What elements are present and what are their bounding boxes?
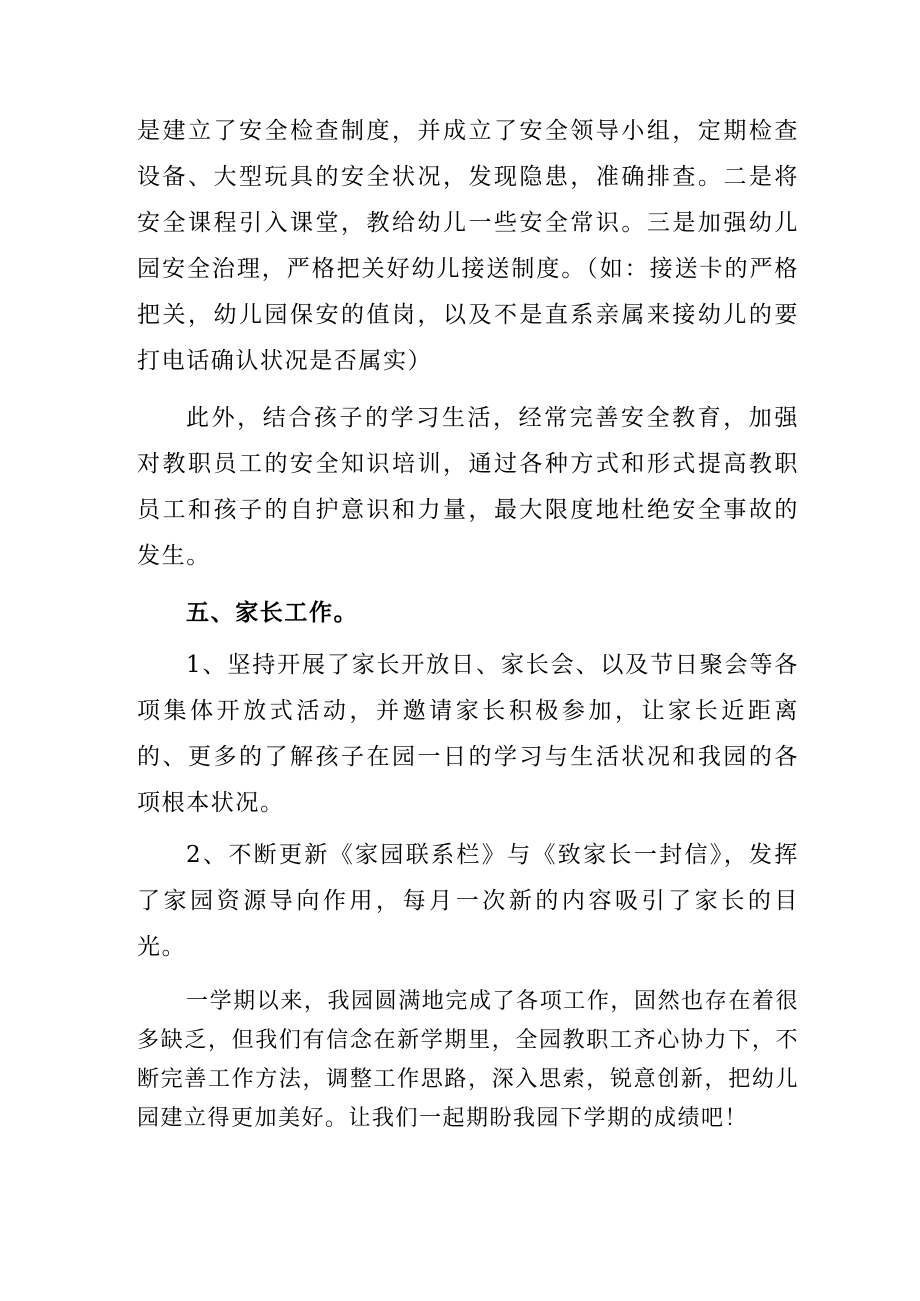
paragraph-safety-education: 此外，结合孩子的学习生活，经常完善安全教育，加强对教职员工的安全知识培训，通过各种方式和形式提高教职员工和孩子的自护意识和力量，最大限度地杜绝安全事故的发生。 bbox=[137, 405, 799, 569]
list-item-parent-2: 2、不断更新《家园联系栏》与《致家长一封信》，发挥了家园资源导向作用，每月一次新的内容吸引了家长的目光。 bbox=[137, 842, 799, 960]
paragraph-safety-measures: 是建立了安全检查制度，并成立了安全领导小组，定期检查设备、大型玩具的安全状况，发现隐患，准确排查。二是将安全课程引入课堂，教给幼儿一些安全常识。三是加强幼儿园安全治理，严格把关好幼儿接送制度。（如：接送卡的严格把关，幼儿园保安的值岗，以及不是直系亲属来接幼儿的要打电话确认状况是否属实） bbox=[137, 118, 799, 374]
section-heading-parent-work: 五、家长工作。 bbox=[186, 600, 359, 626]
document-body bbox=[137, 108, 799, 1138]
list-item-parent-1: 1、坚持开展了家长开放日、家长会、以及节日聚会等各项集体开放式活动，并邀请家长积极参加，让家长近距离的、更多的了解孩子在园一日的学习与生活状况和我园的各项根本状况。 bbox=[137, 652, 799, 816]
paragraph-conclusion: 一学期以来，我园圆满地完成了各项工作，固然也存在着很多缺乏，但我们有信念在新学期里，全园教职工齐心协力下，不断完善工作方法，调整工作思路，深入思索，锐意创新，把幼儿园建立得更加美好。让我们一起期盼我园下学期的成绩吧！ bbox=[137, 989, 799, 1131]
